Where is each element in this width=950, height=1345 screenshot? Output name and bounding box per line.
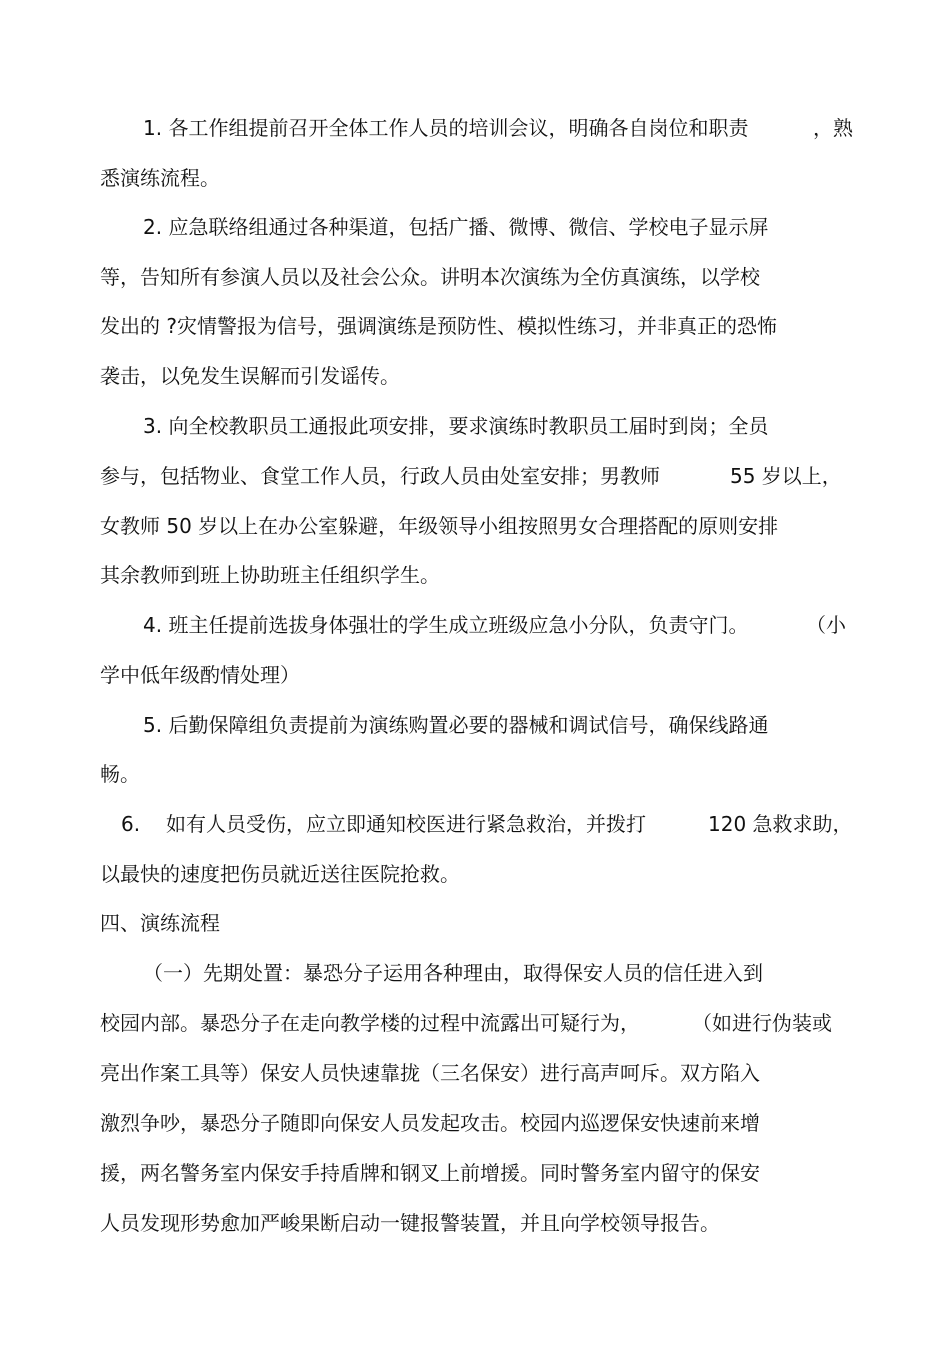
text-line: （小 <box>806 613 846 637</box>
text-line: 120 急救求助， <box>708 812 853 836</box>
text-line: 4. 班主任提前选拔身体强壮的学生成立班级应急小分队，负责守门。 <box>143 613 749 637</box>
text-line: 亮出作案工具等）保安人员快速靠拢（三名保安）进行高声呵斥。双方陷入 <box>100 1061 760 1085</box>
text-line: （如进行伪装或 <box>692 1011 832 1035</box>
text-line: 1. 各工作组提前召开全体工作人员的培训会议，明确各自岗位和职责 <box>143 116 749 140</box>
text-line: 3. 向全校教职员工通报此项安排，要求演练时教职员工届时到岗；全员 <box>143 414 769 438</box>
text-line: 以最快的速度把伤员就近送往医院抢救。 <box>100 862 460 886</box>
text-line: 援，两名警务室内保安手持盾牌和钢叉上前增援。同时警务室内留守的保安 <box>100 1161 760 1185</box>
text-line: 6. <box>121 812 141 836</box>
text-line: ，熟 <box>813 116 853 140</box>
text-line: 袭击，以免发生误解而引发谣传。 <box>100 364 400 388</box>
text-line: 人员发现形势愈加严峻果断启动一键报警装置，并且向学校领导报告。 <box>100 1211 720 1235</box>
text-line: 学中低年级酌情处理） <box>100 663 300 687</box>
text-line: 2. 应急联络组通过各种渠道，包括广播、微博、微信、学校电子显示屏 <box>143 215 769 239</box>
text-line: 悉演练流程。 <box>100 166 220 190</box>
text-line: 等，告知所有参演人员以及社会公众。讲明本次演练为全仿真演练，以学校 <box>100 265 760 289</box>
text-line: 女教师 50 岁以上在办公室躲避，年级领导小组按照男女合理搭配的原则安排 <box>100 514 779 538</box>
text-line: 如有人员受伤，应立即通知校医进行紧急救治，并拨打 <box>166 812 646 836</box>
text-line: 发出的 ?灾情警报为信号，强调演练是预防性、模拟性练习，并非真正的恐怖 <box>100 314 777 338</box>
text-line: （一）先期处置：暴恐分子运用各种理由，取得保安人员的信任进入到 <box>143 961 763 985</box>
text-line: 畅。 <box>100 762 140 786</box>
text-line: 55 岁以上， <box>730 464 842 488</box>
text-line: 其余教师到班上协助班主任组织学生。 <box>100 563 440 587</box>
text-line: 参与，包括物业、食堂工作人员，行政人员由处室安排；男教师 <box>100 464 660 488</box>
section-heading: 四、演练流程 <box>100 911 220 935</box>
text-line: 校园内部。暴恐分子在走向教学楼的过程中流露出可疑行为， <box>100 1011 640 1035</box>
text-line: 5. 后勤保障组负责提前为演练购置必要的器械和调试信号，确保线路通 <box>143 713 769 737</box>
text-line: 激烈争吵，暴恐分子随即向保安人员发起攻击。校园内巡逻保安快速前来增 <box>100 1111 760 1135</box>
